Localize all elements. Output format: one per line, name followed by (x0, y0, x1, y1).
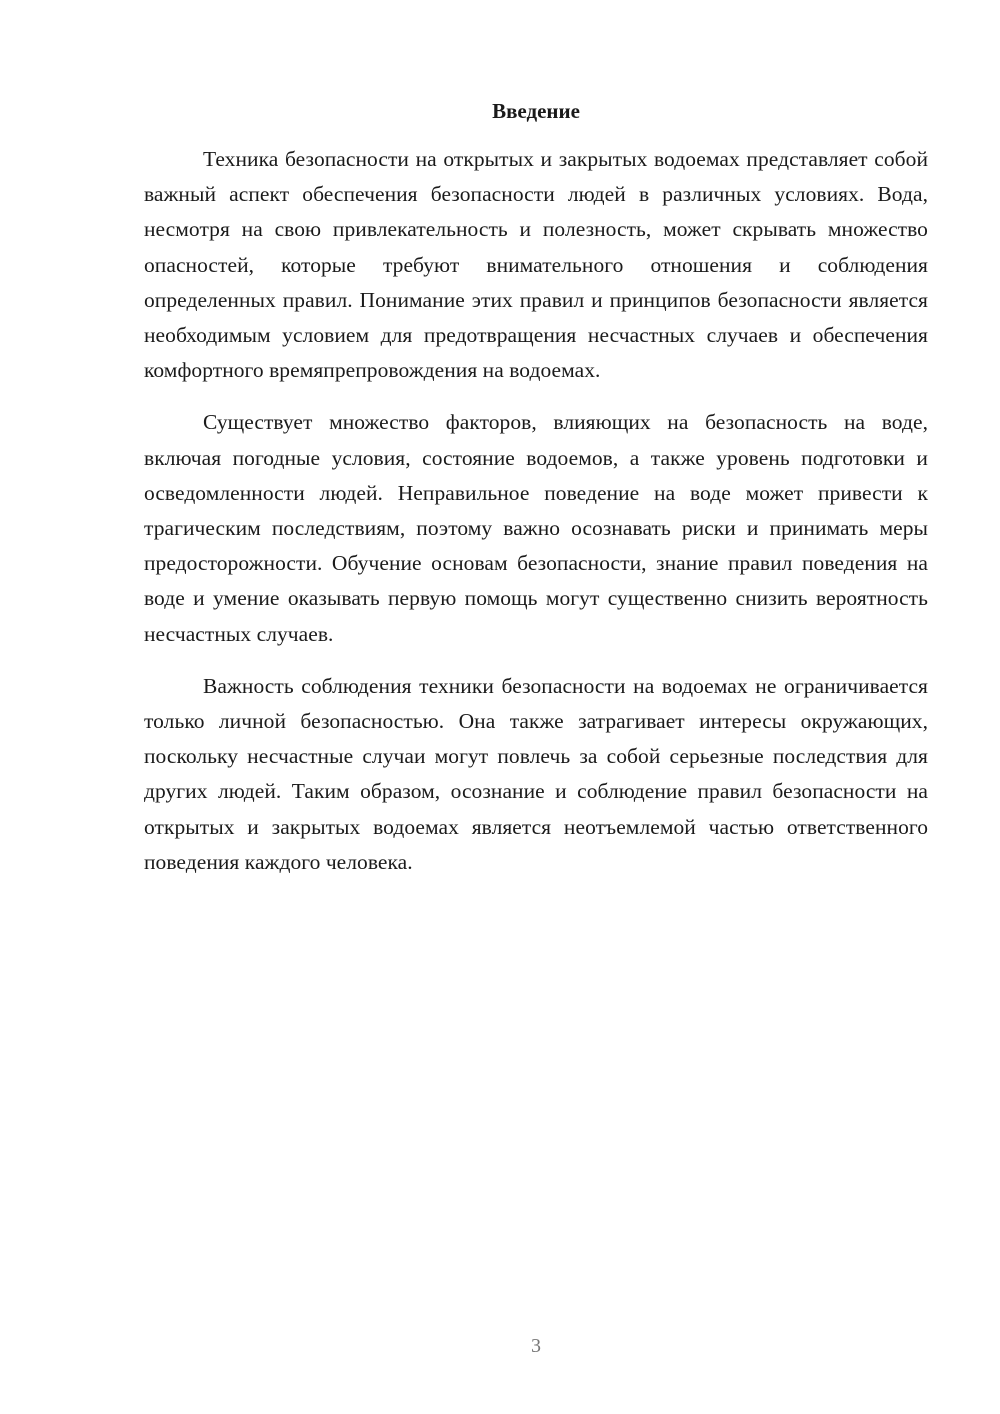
section-title: Введение (492, 99, 580, 123)
body-text (144, 142, 928, 897)
paragraph-3: Важность соблюдения техники безопасности на водоемах не ограничивается только личной безопасностью. Она также затрагивает интересы окружающих, поскольку несчастные случаи могут повлечь за собой серьезные последствия для других людей. Таким образом, осознание и соблюдение правил безопасности на открытых и закрытых водоемах является неотъемлемой частью ответственного поведения каждого человека. (144, 673, 928, 874)
paragraph-1: Техника безопасности на открытых и закрытых водоемах представляет собой важный аспект обеспечения безопасности людей в различных условиях. Вода, несмотря на свою привлекательность и полезность, может скрывать множество опасностей, которые требуют внимательного отношения и соблюдения определенных правил. Понимание этих правил и принципов безопасности является необходимым условием для предотвращения несчастных случаев и обеспечения комфортного времяпрепровождения на водоемах. (144, 147, 928, 383)
page-number: 3 (531, 1335, 541, 1357)
paragraph-2: Существует множество факторов, влияющих на безопасность на воде, включая погодные условия, состояние водоемов, а также уровень подготовки и осведомленности людей. Неправильное поведение на воде может привести к трагическим последствиям, поэтому важно осознавать риски и принимать меры предосторожности. Обучение основам безопасности, знание правил поведения на воде и умение оказывать первую помощь могут существенно снизить вероятность несчастных случаев. (144, 410, 928, 646)
